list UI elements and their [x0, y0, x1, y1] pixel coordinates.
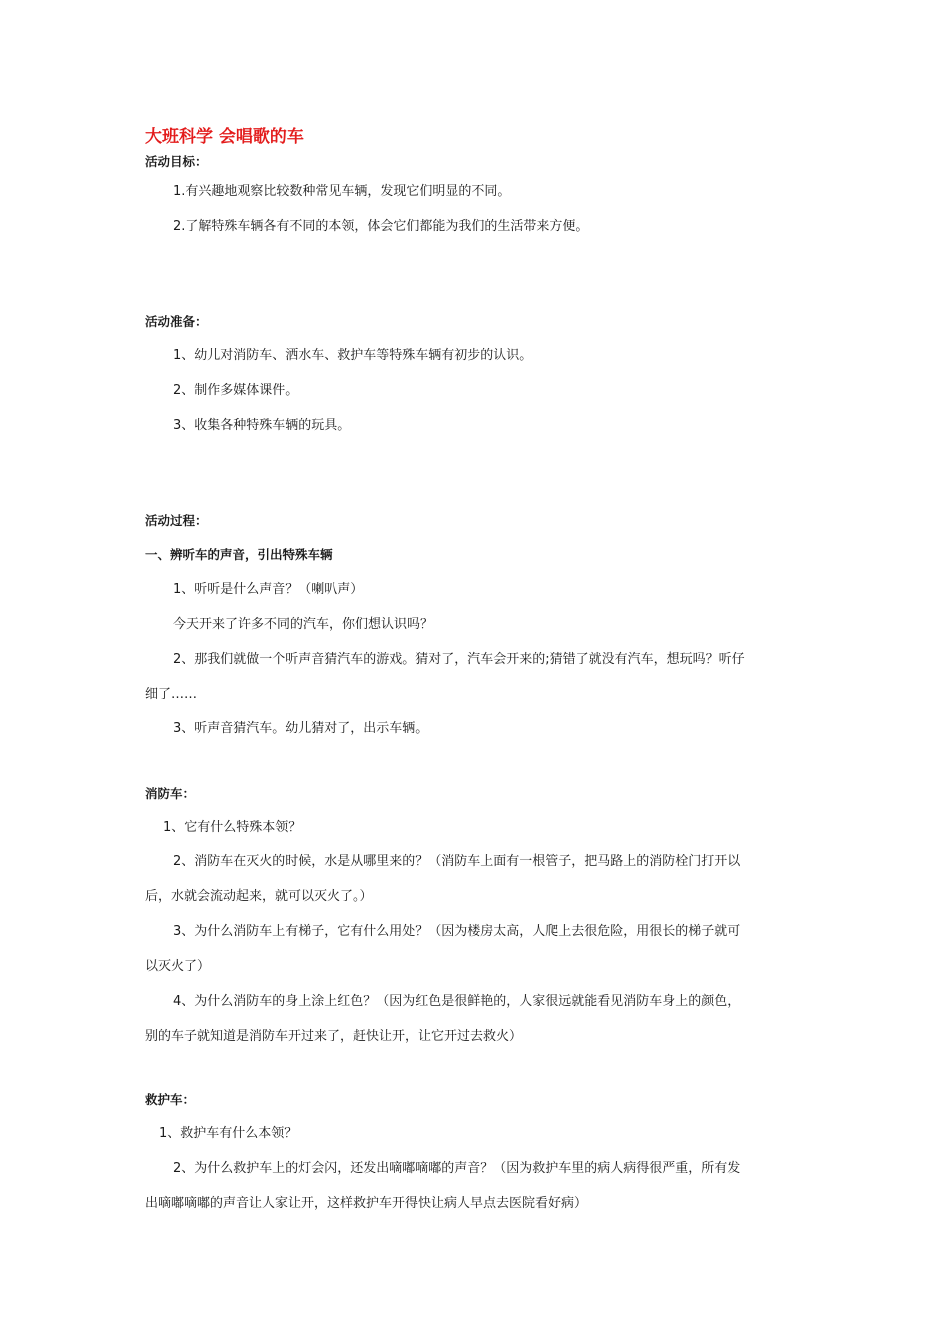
section-heading: 一、辨听车的声音，引出特殊车辆	[145, 547, 333, 562]
ambulance-question-continued: 出嘀嘟嘀嘟的声音让人家让开，这样救护车开得快让病人早点去医院看好病）	[145, 1196, 588, 1211]
document-title: 大班科学 会唱歌的车	[145, 127, 304, 147]
firetruck-question: 3、为什么消防车上有梯子，它有什么用处？（因为楼房太高，人爬上去很危险，用很长的梯子就可	[173, 924, 741, 939]
firetruck-question-continued: 后，水就会流动起来，就可以灭火了。）	[145, 889, 373, 904]
goal-item: 2.了解特殊车辆各有不同的本领，体会它们都能为我们的生活带来方便。	[173, 219, 589, 234]
prep-item: 1、幼儿对消防车、洒水车、救护车等特殊车辆有初步的认识。	[173, 348, 533, 363]
goal-item: 1.有兴趣地观察比较数种常见车辆，发现它们明显的不同。	[173, 184, 511, 199]
process-heading: 活动过程：	[145, 513, 208, 528]
firetruck-question: 2、消防车在灭火的时候，水是从哪里来的？（消防车上面有一根管子，把马路上的消防栓门打开以	[173, 854, 741, 869]
process-item: 1、听听是什么声音？（喇叭声）	[173, 582, 364, 597]
firetruck-heading: 消防车：	[145, 786, 196, 801]
firetruck-question-continued: 别的车子就知道是消防车开过来了，赶快让开，让它开过去救火）	[145, 1029, 523, 1044]
firetruck-question-continued: 以灭火了）	[145, 959, 211, 974]
ambulance-question: 2、为什么救护车上的灯会闪，还发出嘀嘟嘀嘟的声音？（因为救护车里的病人病得很严重，所有发	[173, 1161, 741, 1176]
process-item: 3、听声音猜汽车。幼儿猜对了，出示车辆。	[173, 721, 429, 736]
prep-item: 2、制作多媒体课件。	[173, 383, 299, 398]
goals-heading: 活动目标：	[145, 154, 208, 169]
firetruck-question: 1、它有什么特殊本领？	[163, 820, 302, 835]
prep-item: 3、收集各种特殊车辆的玩具。	[173, 418, 351, 433]
firetruck-question: 4、为什么消防车的身上涂上红色？（因为红色是很鲜艳的，人家很远就能看见消防车身上的颜色，	[173, 994, 741, 1009]
ambulance-question: 1、救护车有什么本领？	[159, 1126, 298, 1141]
process-item: 2、那我们就做一个听声音猜汽车的游戏。猜对了，汽车会开来的;猜错了就没有汽车，想玩吗？听仔	[173, 652, 745, 667]
ambulance-heading: 救护车：	[145, 1092, 196, 1107]
process-note: 今天开来了许多不同的汽车，你们想认识吗？	[173, 617, 434, 632]
prep-heading: 活动准备：	[145, 314, 208, 329]
process-item-continued: 细了……	[145, 687, 198, 702]
